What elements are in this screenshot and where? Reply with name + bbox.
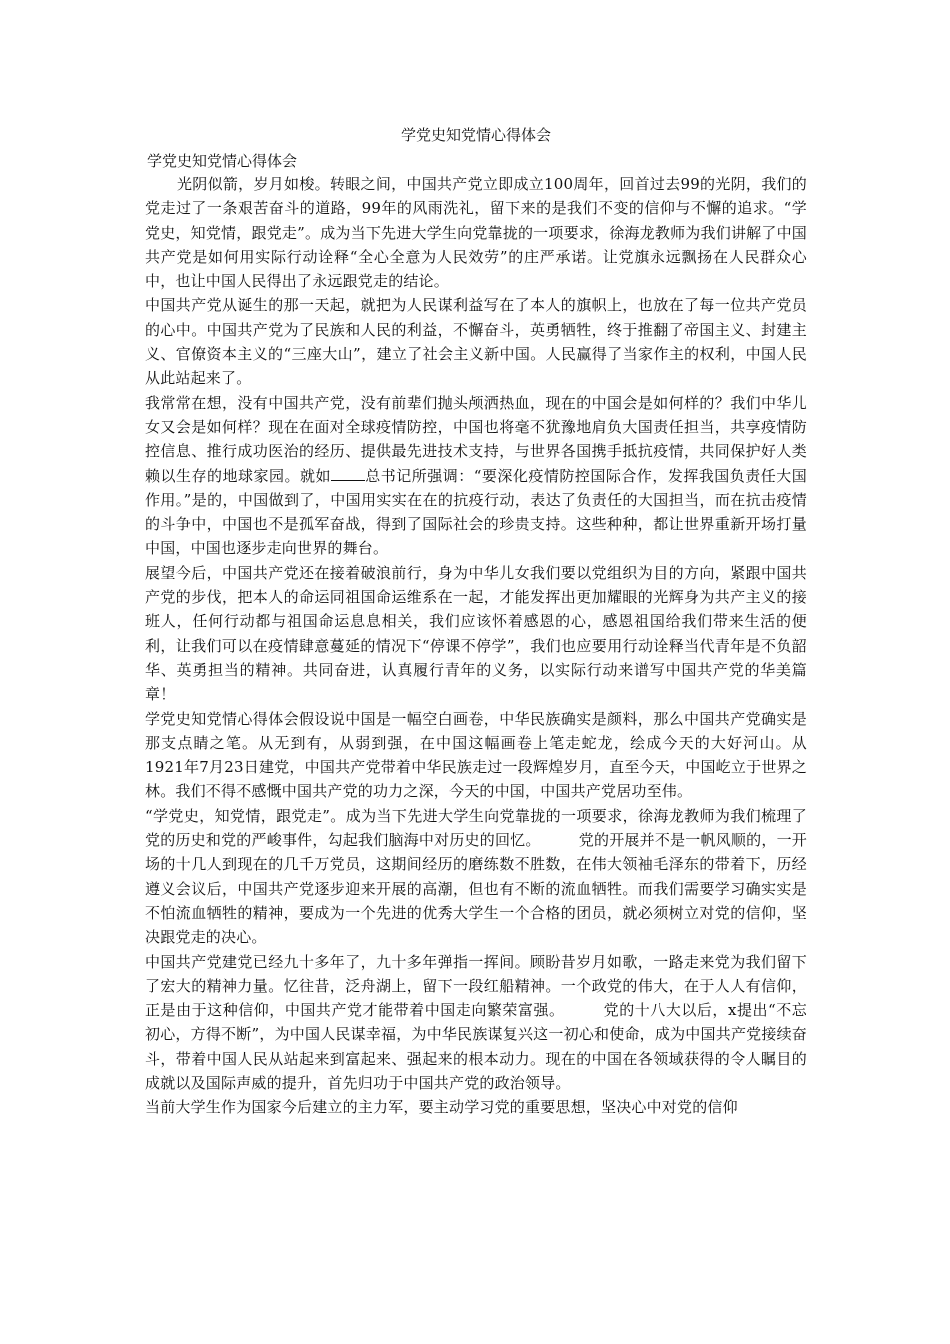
paragraph-1: 光阴似箭，岁月如梭。转眼之间，中国共产党立即成立100周年，回首过去99的光阴，我们的党走过了一条艰苦奋斗的道路，99年的风雨洗礼，留下来的是我们不变的信仰与不懈的追求。“学党史，知党情，跟党走”。成为当下先进大学生向党靠拢的一项要求，徐海龙教师为我们讲解了中国共产党是如何用实际行动诠释“全心全意为人民效劳”的庄严承诺。让党旗永远飘扬在人民群众心中，也让中国人民得出了永远跟党走的结论。 xyxy=(145,175,807,291)
paragraph-4: 展望今后，中国共产党还在接着破浪前行，身为中华儿女我们要以党组织为目的方向，紧跟中国共产党的步伐，把本人的命运同祖国命运维系在一起，才能发挥出更加耀眼的光辉身为共产主义的接班人，任何行动都与祖国命运息息相关，我们应该怀着感恩的心，感恩祖国给我们带来生活的便利，让我们可以在疫情肆意蔓延的情况下“停课不停学”，我们也应要用行动诠释当代青年是不负韶华、英勇担当的精神。共同奋进，认真履行青年的义务，以实际行动来谱写中国共产党的华美篇章！ xyxy=(145,563,807,704)
document-page xyxy=(145,124,807,1120)
paragraph-3-part-2: 总书记所强调：“要深化疫情防控国际合作，发挥我国负责任大国作用。”是的，中国做到了，中国用实实在在的抗疫行动，表达了负责任的大国担当，而在抗击疫情的斗争中，中国也不是孤军奋战，得到了国际社会的珍贵支持。这些种种，都让世界重新开场打量中国，中国也逐步走向世界的舞台。 xyxy=(145,466,807,558)
paragraph-3-part-1: 我常常在想，没有中国共产党，没有前辈们抛头颅洒热血，现在的中国会是如何样的？我们中华儿女又会是如何样？现在在面对全球疫情防控，中国也将毫不犹豫地肩负大国责任担当，共享疫情防控信息、推行成功医治的经历、提供最先进技术支持，与世界各国携手抵抗疫情，共同保护好人类赖以生存的地球家园。就如 xyxy=(145,393,807,485)
blank-underline xyxy=(331,466,365,481)
paragraph-7: 中国共产党建党已经九十多年了，九十多年弹指一挥间。顾盼昔岁月如歌，一路走来党为我们留下了宏大的精神力量。忆往昔，泛舟湖上，留下一段红船精神。一个政党的伟大，在于人人有信仰，正是由于这种信仰，中国共产党才能带着中国走向繁荣富强。 党的十八大以后，x提出“不忘初心，方得不断”，为中国人民谋幸福，为中华民族谋复兴这一初心和使命，成为中国共产党接续奋斗，带着中国人民从站起来到富起来、强起来的根本动力。现在的中国在各领域获得的令人瞩目的成就以及国际声威的提升，首先归功于中国共产党的政治领导。 xyxy=(145,952,807,1092)
paragraph-6: “学党史，知党情，跟党走”。成为当下先进大学生向党靠拢的一项要求，徐海龙教师为我们梳理了党的历史和党的严峻事件，勾起我们脑海中对历史的回忆。 党的开展并不是一帆风顺的，一开场的十几人到现在的几千万党员，这期间经历的磨练数不胜数，在伟大领袖毛泽东的带着下，历经遵义会议后，中国共产党逐步迎来开展的高潮，但也有不断的流血牺牲。而我们需要学习确实实是不怕流血牺牲的精神，要成为一个先进的优秀大学生一个合格的团员，就必须树立对党的信仰，坚决跟党走的决心。 xyxy=(145,806,807,947)
paragraph-3 xyxy=(145,391,807,561)
paragraph-2: 中国共产党从诞生的那一天起，就把为人民谋利益写在了本人的旗帜上，也放在了每一位共产党员的心中。中国共产党为了民族和人民的利益，不懈奋斗，英勇牺牲，终于推翻了帝国主义、封建主义、官僚资本主义的“三座大山”，建立了社会主义新中国。人民赢得了当家作主的权利，中国人民从此站起来了。 xyxy=(145,296,807,388)
document-title: 学党史知党情心得体会 xyxy=(400,126,551,144)
document-subtitle: 学党史知党情心得体会 xyxy=(147,152,298,170)
paragraph-8: 当前大学生作为国家今后建立的主力军，要主动学习党的重要思想，坚决心中对党的信仰 xyxy=(145,1098,738,1117)
paragraph-5: 学党史知党情心得体会假设说中国是一幅空白画卷，中华民族确实是颜料，那么中国共产党确实是那支点睛之笔。从无到有，从弱到强，在中国这幅画卷上笔走蛇龙，绘成今天的大好河山。从1921年7月23日建党，中国共产党带着中华民族走过一段辉煌岁月，直至今天，中国屹立于世界之林。我们不得不感慨中国共产党的功力之深，今天的中国，中国共产党居功至伟。 xyxy=(145,709,807,801)
